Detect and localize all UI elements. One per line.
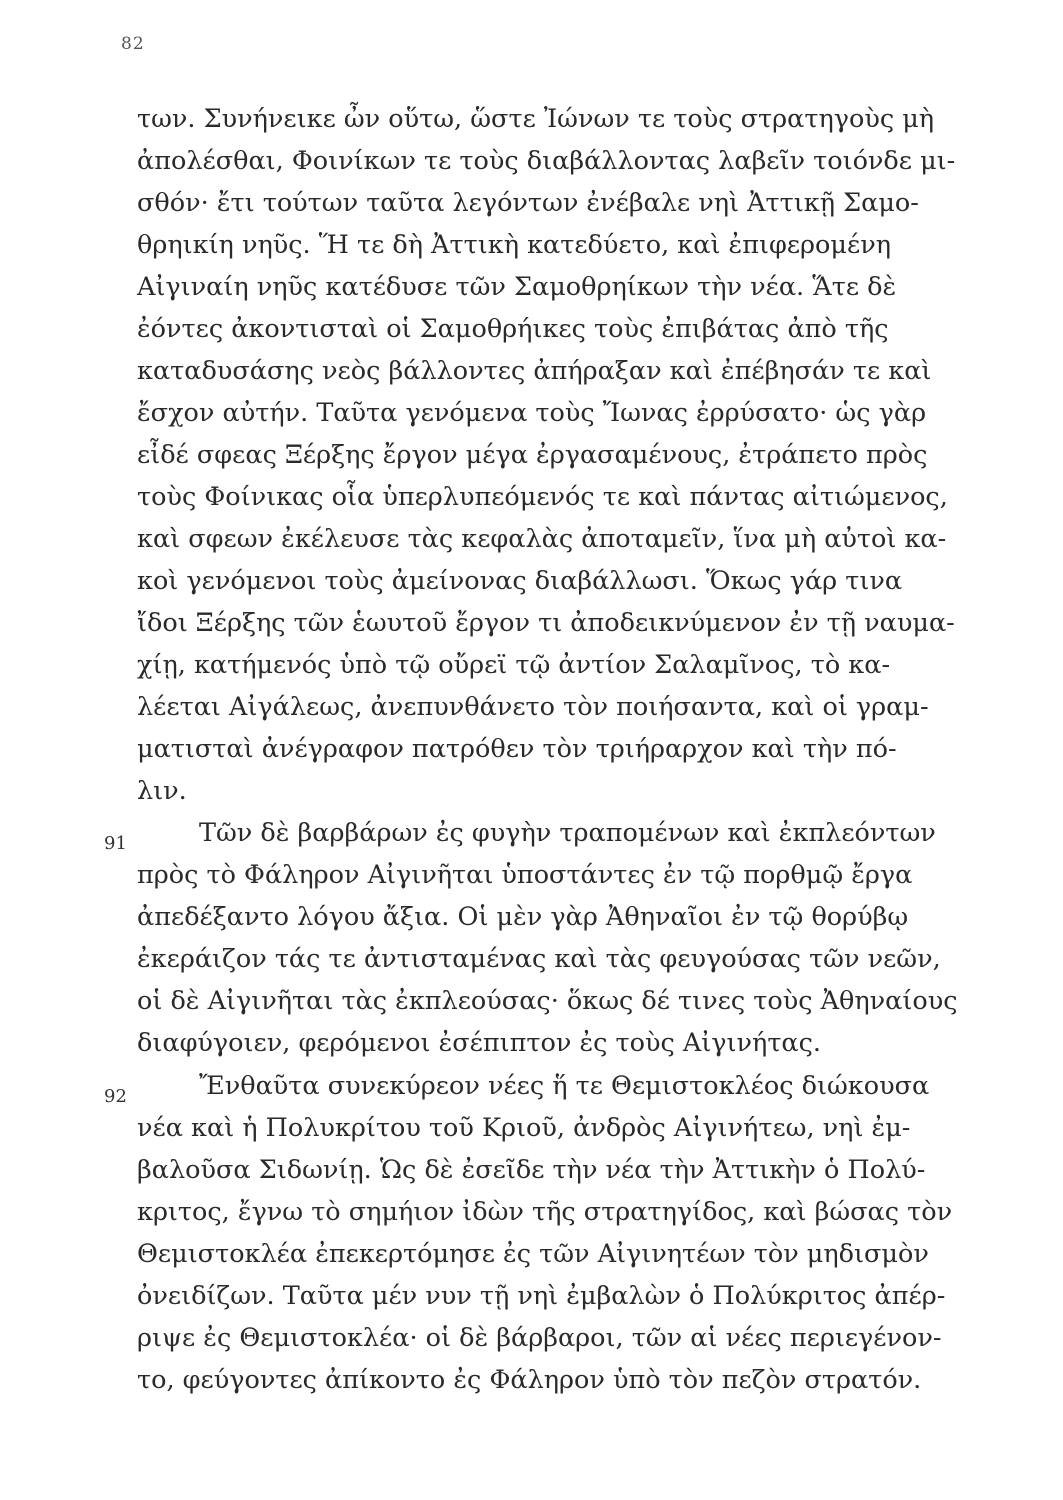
text-line: θρηικίη νηῦς. Ἥ τε δὴ Ἀττικὴ κατεδύετο, καὶ ἐπιφερομένη — [137, 230, 891, 260]
text-line: σθόν· ἔτι τούτων ταῦτα λεγόντων ἐνέβαλε νηὶ Ἀττικῇ Σαμο- — [137, 188, 919, 218]
text-line: λιν. — [137, 776, 187, 806]
text-line: ἴδοι Ξέρξης τῶν ἑωυτοῦ ἔργον τι ἀποδεικνύμενον ἐν τῇ ναυμα- — [137, 608, 955, 638]
text-line: τοὺς Φοίνικας οἷα ὑπερλυπεόμενός τε καὶ πάντας αἰτιώμενος, — [137, 482, 948, 512]
text-line: ἀπολέσθαι, Φοινίκων τε τοὺς διαβάλλοντας λαβεῖν τοιόνδε μι- — [137, 146, 956, 176]
page-number: 82 — [121, 34, 145, 54]
text-line: των. Συνήνεικε ὦν οὕτω, ὥστε Ἰώνων τε τοὺς στρατηγοὺς μὴ — [137, 104, 935, 134]
text-line: εἶδέ σφεας Ξέρξης ἔργον μέγα ἐργασαμένους, ἐτράπετο πρὸς — [137, 440, 928, 470]
text-line: κοὶ γενόμενοι τοὺς ἀμείνονας διαβάλλωσι. Ὅκως γάρ τινα — [137, 566, 903, 596]
section-number-91: 91 — [104, 833, 127, 854]
text-line: το, φεύγοντες ἀπίκοντο ἐς Φάληρον ὑπὸ τὸν πεζὸν στρατόν. — [137, 1365, 922, 1395]
text-line: ματισταὶ ἀνέγραφον πατρόθεν τὸν τριήραρχον καὶ τὴν πό- — [137, 734, 897, 764]
text-line: ἔσχον αὐτήν. Ταῦτα γενόμενα τοὺς Ἴωνας ἐρρύσατο· ὡς γὰρ — [137, 398, 927, 428]
text-line: διαφύγοιεν, φερόμενοι ἐσέπιπτον ἐς τοὺς Αἰγινήτας. — [137, 1028, 822, 1058]
text-line: καταδυσάσης νεὸς βάλλοντες ἀπήραξαν καὶ ἐπέβησάν τε καὶ — [137, 356, 932, 386]
text-line: νέα καὶ ἡ Πολυκρίτου τοῦ Κριοῦ, ἀνδρὸς Αἰγινήτεω, νηὶ ἐμ- — [137, 1113, 911, 1143]
text-line: ριψε ἐς Θεμιστοκλέα· οἱ δὲ βάρβαροι, τῶν αἱ νέες περιεγένον- — [137, 1323, 942, 1353]
text-line: κριτος, ἔγνω τὸ σημήιον ἰδὼν τῆς στρατηγίδος, καὶ βώσας τὸν — [137, 1197, 953, 1227]
text-line: Αἰγιναίη νηῦς κατέδυσε τῶν Σαμοθρηίκων τὴν νέα. Ἅτε δὲ — [137, 272, 897, 302]
text-line: βαλοῦσα Σιδωνίῃ. Ὡς δὲ ἐσεῖδε τὴν νέα τὴν Ἀττικὴν ὁ Πολύ- — [137, 1155, 926, 1185]
text-line: χίῃ, κατήμενός ὑπὸ τῷ οὔρεϊ τῷ ἀντίον Σαλαμῖνος, τὸ κα- — [137, 650, 891, 680]
text-line: καὶ σφεων ἐκέλευσε τὰς κεφαλὰς ἀποταμεῖν, ἵνα μὴ αὐτοὶ κα- — [137, 524, 947, 554]
text-line: Τῶν δὲ βαρβάρων ἐς φυγὴν τραπομένων καὶ ἐκπλεόντων — [199, 818, 936, 848]
text-line: ἀπεδέξαντο λόγου ἄξια. Οἱ μὲν γὰρ Ἀθηναῖοι ἐν τῷ θορύβῳ — [137, 902, 909, 932]
text-line: ἐόντες ἀκοντισταὶ οἱ Σαμοθρήικες τοὺς ἐπιβάτας ἀπὸ τῆς — [137, 314, 889, 344]
text-line: λέεται Αἰγάλεως, ἀνεπυνθάνετο τὸν ποιήσαντα, καὶ οἱ γραμ- — [137, 692, 929, 722]
section-number-92: 92 — [104, 1086, 127, 1107]
text-line: Ἔνθαῦτα συνεκύρεον νέες ἥ τε Θεμιστοκλέος διώκουσα — [199, 1071, 930, 1101]
text-line: ἐκεράιζον τάς τε ἀντισταμένας καὶ τὰς φευγούσας τῶν νεῶν, — [137, 944, 941, 974]
text-line: πρὸς τὸ Φάληρον Αἰγινῆται ὑποστάντες ἐν τῷ πορθμῷ ἔργα — [137, 860, 913, 890]
text-line: οἱ δὲ Αἰγινῆται τὰς ἐκπλεούσας· ὅκως δέ τινες τοὺς Ἀθηναίους — [137, 986, 958, 1016]
text-line: Θεμιστοκλέα ἐπεκερτόμησε ἐς τῶν Αἰγινητέων τὸν μηδισμὸν — [137, 1239, 929, 1269]
text-line: ὀνειδίζων. Ταῦτα μέν νυν τῇ νηὶ ἐμβαλὼν ὁ Πολύκριτος ἀπέρ- — [137, 1281, 946, 1311]
